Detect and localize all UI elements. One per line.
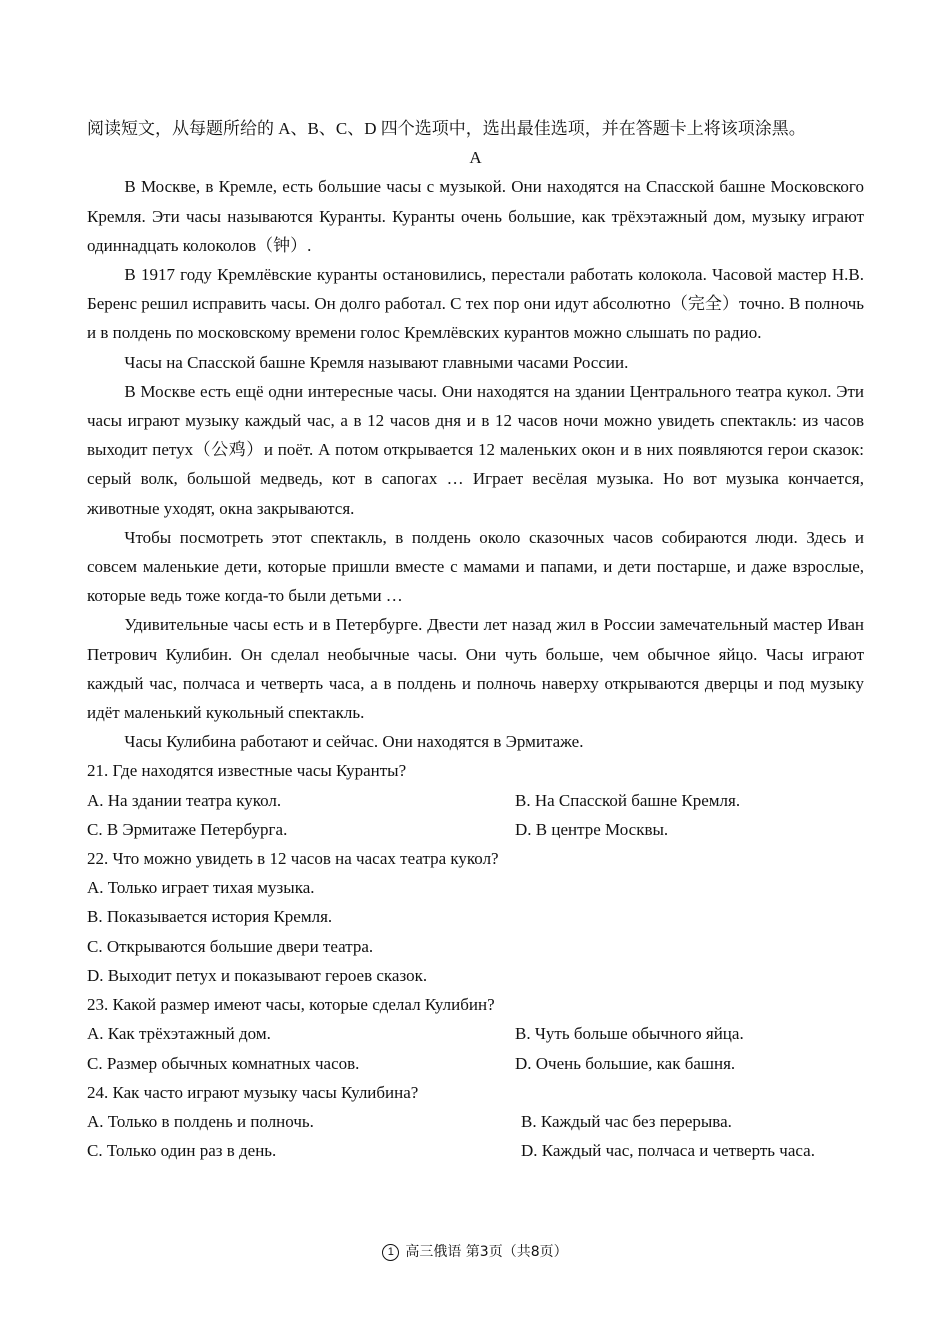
question-options — [87, 873, 864, 990]
question-stem: 22. Что можно увидеть в 12 часов на часах театра кукол? — [87, 849, 499, 869]
question-stem: 23. Какой размер имеют часы, которые сделал Кулибин? — [87, 995, 495, 1015]
option-a: A. На здании театра кукол. — [87, 790, 282, 810]
passage-paragraph: В Москве есть ещё одни интересные часы. Они находятся на здании Центрального театра кукол. Эти часы играют музыку каждый час, а в 12 часов дня и в 12 часов ночи можно увидеть спектакль: из часов выходит петух（公鸡）и поёт. А потом открывается 12 маленьких окон и в них появляются герои сказок: серый волк, большой медведь, кот в сапогах … Играет весёлая музыка. Но вот музыка кончается, животные уходят, окна закрываются. — [87, 381, 864, 518]
option-c: C. Открываются большие двери театра. — [87, 936, 374, 956]
passage-paragraph: В 1917 году Кремлёвские куранты остановились, перестали работать колокола. Часовой мастер Н.В. Беренс решил исправить часы. Он долго работал. С тех пор они идут абсолютно（完全）точно. В полночь и в полдень по московскому времени голос Кремлёвских курантов можно слышать по радио. — [87, 265, 864, 343]
question-stem: 21. Где находятся известные часы Куранты? — [87, 761, 407, 781]
circled-number-badge: 1 — [382, 1244, 399, 1261]
footer-text: 高三俄语 第3页（共8页） — [405, 1244, 568, 1260]
instruction-text: 阅读短文，从每题所给的 A、B、C、D 四个选项中，选出最佳选项，并在答题卡上将该项涂黑。 — [87, 119, 806, 138]
page-footer — [0, 1242, 950, 1262]
passage-paragraph: Часы Кулибина работают и сейчас. Они находятся в Эрмитаже. — [124, 732, 584, 752]
passage-paragraph: Часы на Спасской башне Кремля называют главными часами России. — [124, 352, 629, 372]
option-b: B. Каждый час без перерыва. — [521, 1111, 732, 1131]
question-23 — [87, 990, 864, 1078]
passage-paragraph: В Москве, в Кремле, есть большие часы с музыкой. Они находятся на Спасской башне Московского Кремля. Эти часы называются Куранты. Куранты очень большие, как трёхэтажный дом, музыку играют одиннадцать колоколов（钟）. — [87, 177, 864, 255]
question-options — [87, 1019, 864, 1077]
option-b: B. Показывается история Кремля. — [87, 907, 333, 927]
passage-paragraph: Чтобы посмотреть этот спектакль, в полдень около сказочных часов собираются люди. Здесь и совсем маленькие дети, которые пришли вместе с мамами и папами, и дети постарше, и даже взрослые, которые ведь тоже когда-то были детьми … — [87, 527, 864, 606]
reading-passage — [87, 172, 864, 756]
option-d: D. Выходит петух и показывают героев сказок. — [87, 965, 428, 985]
option-b: B. На Спасской башне Кремля. — [515, 790, 741, 810]
option-d: D. В центре Москвы. — [515, 819, 669, 839]
option-a: A. Только играет тихая музыка. — [87, 878, 315, 898]
question-24 — [87, 1078, 864, 1166]
question-stem: 24. Как часто играют музыку часы Кулибина? — [87, 1082, 419, 1102]
option-c: C. Только один раз в день. — [87, 1141, 277, 1161]
question-options — [87, 1107, 864, 1165]
question-options — [87, 786, 864, 844]
option-d: D. Каждый час, полчаса и четверть часа. — [521, 1141, 815, 1161]
exam-page — [87, 114, 864, 1165]
option-d: D. Очень большие, как башня. — [515, 1053, 736, 1073]
question-22 — [87, 844, 864, 990]
option-a: A. Только в полдень и полночь. — [87, 1111, 314, 1131]
passage-paragraph: Удивительные часы есть и в Петербурге. Двести лет назад жил в России замечательный мастер Иван Петрович Кулибин. Он сделал необычные часы. Они чуть больше, чем обычное яйцо. Часы играют каждый час, полчаса и четверть часа, а в полдень и полночь наверху открываются дверцы и под музыку идёт маленький кукольный спектакль. — [87, 615, 864, 723]
section-title: A — [469, 148, 482, 168]
option-b: B. Чуть больше обычного яйца. — [515, 1024, 744, 1044]
option-c: C. В Эрмитаже Петербурга. — [87, 819, 288, 839]
option-c: C. Размер обычных комнатных часов. — [87, 1053, 360, 1073]
option-a: A. Как трёхэтажный дом. — [87, 1024, 271, 1044]
question-21 — [87, 756, 864, 844]
